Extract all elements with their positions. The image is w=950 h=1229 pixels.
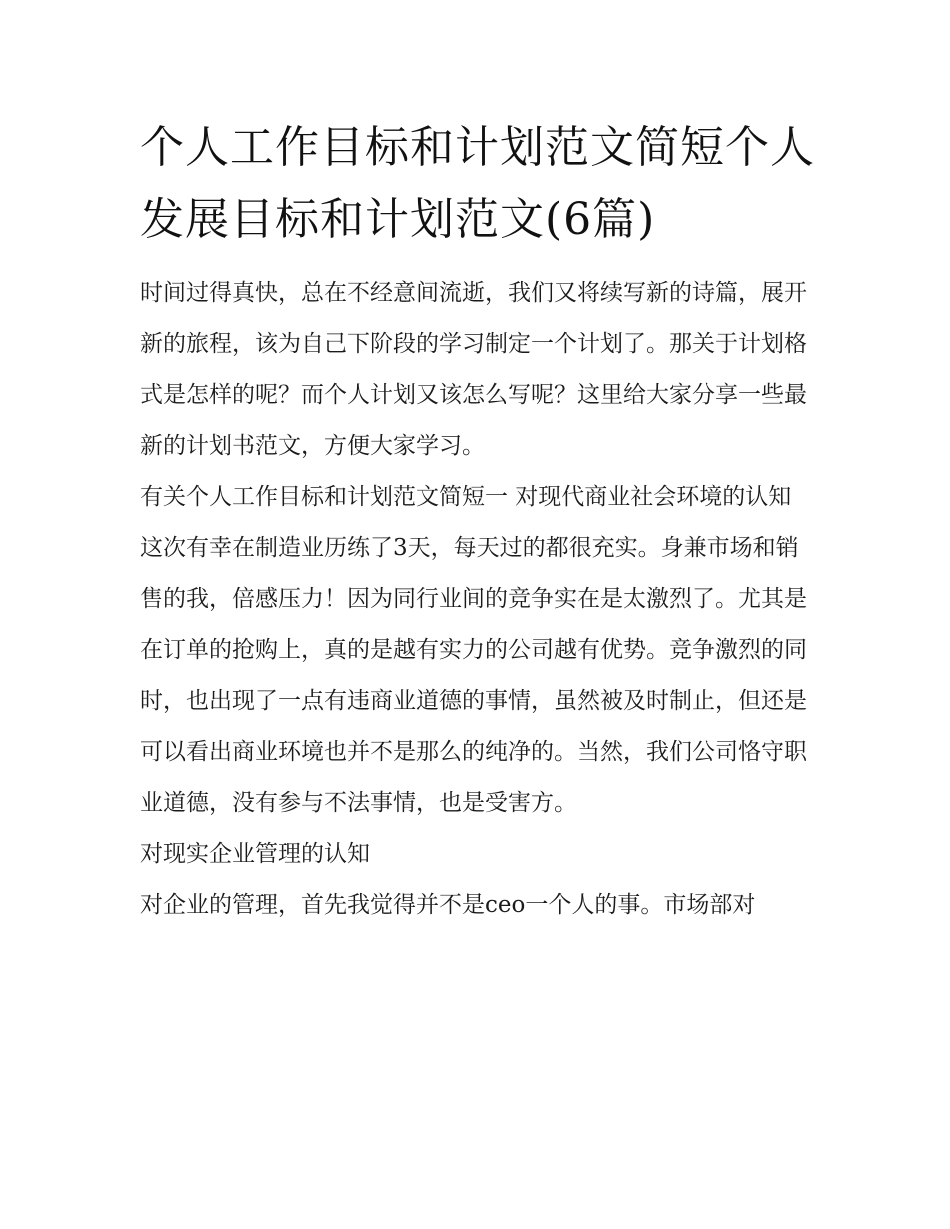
body-paragraph-2: 对企业的管理，首先我觉得并不是ceo一个人的事。市场部对 [140, 892, 756, 918]
section-heading-2: 对现实企业管理的认知 [140, 841, 370, 867]
document-body [140, 112, 818, 931]
body-paragraph-1: 这次有幸在制造业历练了3天，每天过的都很充实。身兼市场和销售的我，倍感压力！因为同行业间的竞争实在是太激烈了。尤其是在订单的抢购上，真的是越有实力的公司越有优势。竞争激烈的同时，也出现了一点有违商业道德的事情，虽然被及时制止，但还是可以看出商业环境也并不是那么的纯净的。当然，我们公司恪守职业道德，没有参与不法事情，也是受害方。 [140, 535, 807, 816]
intro-paragraph: 时间过得真快，总在不经意间流逝，我们又将续写新的诗篇，展开新的旅程，该为自己下阶段的学习制定一个计划了。那关于计划格式是怎样的呢？而个人计划又该怎么写呢？这里给大家分享一些最新的计划书范文，方便大家学习。 [140, 280, 807, 459]
section-heading-1: 有关个人工作目标和计划范文简短一 对现代商业社会环境的认知 [140, 484, 792, 510]
document-title: 个人工作目标和计划范文简短个人发展目标和计划范文(6篇) [140, 122, 815, 245]
